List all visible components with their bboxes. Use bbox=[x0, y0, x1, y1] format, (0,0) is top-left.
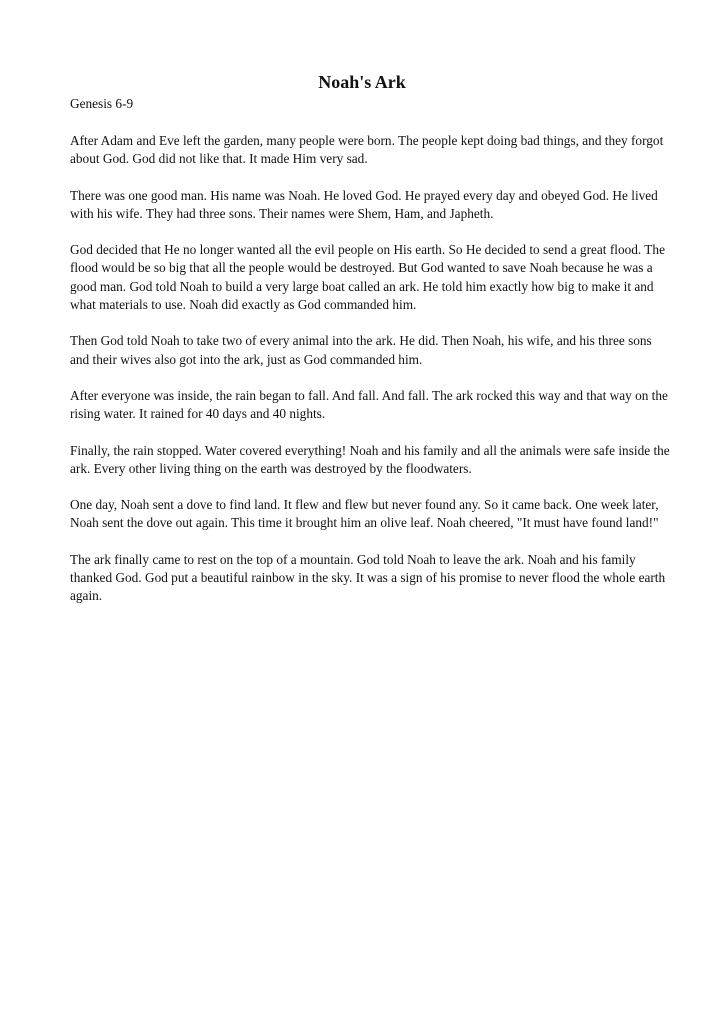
paragraph-8: The ark finally came to rest on the top of a mountain. God told Noah to leave the ark. Noah and his family thanked God. God put a beautiful rainbow in the sky. It was a sign of his promise to never flood the whole earth again. bbox=[70, 551, 666, 604]
paragraph-1: After Adam and Eve left the garden, many people were born. The people kept doing bad things, and they forgot about God. God did not like that. It made Him very sad. bbox=[70, 133, 664, 167]
paragraph-4: Then God told Noah to take two of every animal into the ark. He did. Then Noah, his wife, and his three sons and their wives also got into the ark, just as God commanded him. bbox=[70, 333, 652, 367]
paragraph-3: God decided that He no longer wanted all the evil people on His earth. So He decided to send a great flood. The flood would be so big that all the people would be destroyed. But God wanted to save Noah because he was a good man. God told Noah to build a very large boat called an ark. He told him exactly how big to make it and what materials to use. Noah did exactly as God commanded him. bbox=[70, 242, 665, 313]
paragraph-2: There was one good man. His name was Noah. He loved God. He prayed every day and obeyed God. He lived with his wife. They had three sons. Their names were Shem, Ham, and Japheth. bbox=[70, 187, 658, 221]
paragraph-7: One day, Noah sent a dove to find land. It flew and flew but never found any. So it came back. One week later, Noah sent the dove out again. This time it brought him an olive leaf. Noah cheered, "It must have found land!" bbox=[70, 497, 659, 531]
paragraph-6: Finally, the rain stopped. Water covered everything! Noah and his family and all the animals were safe inside the ark. Every other living thing on the earth was destroyed by the floodwaters. bbox=[70, 442, 670, 476]
page-title: Noah's Ark bbox=[318, 72, 406, 92]
scripture-reference: Genesis 6-9 bbox=[70, 96, 134, 111]
story-body bbox=[70, 132, 670, 624]
paragraph-5: After everyone was inside, the rain began to fall. And fall. And fall. The ark rocked this way and that way on the rising water. It rained for 40 days and 40 nights. bbox=[70, 387, 668, 422]
